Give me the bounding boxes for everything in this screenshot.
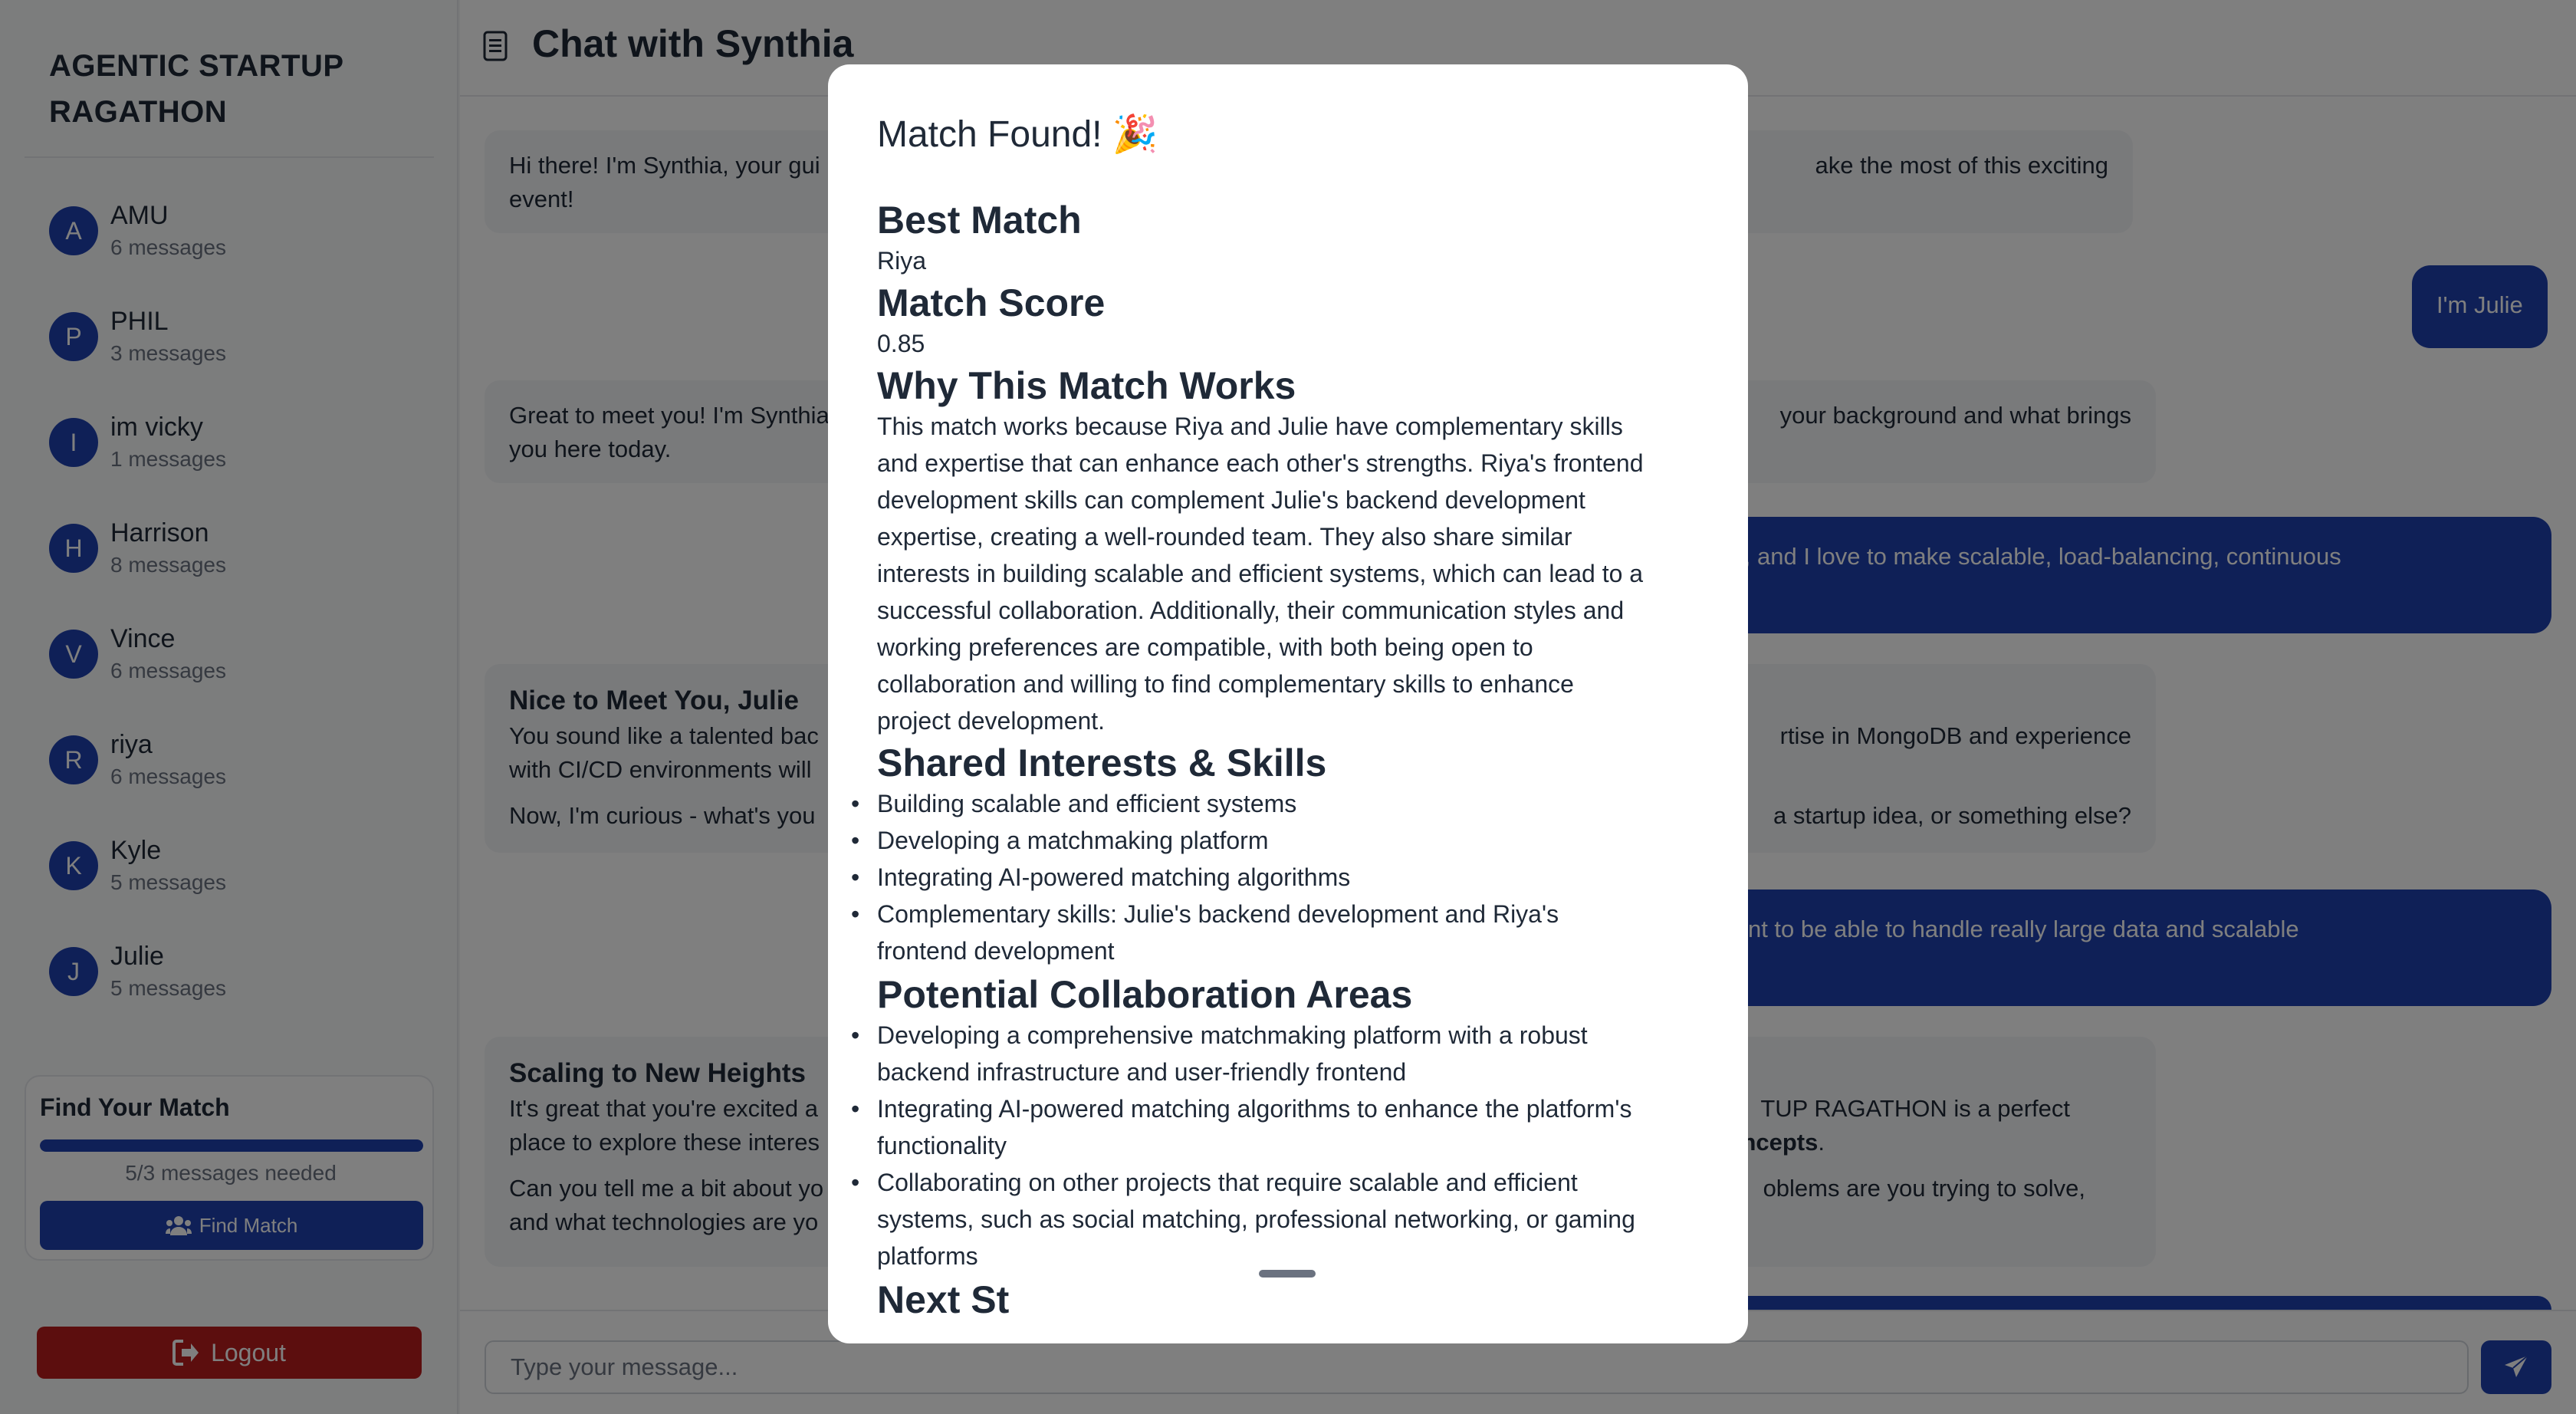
match-score-value: 0.85 xyxy=(877,330,925,357)
why-heading: Why This Match Works xyxy=(877,364,1296,407)
best-match-value: Riya xyxy=(877,247,927,275)
modal-scrollbar[interactable] xyxy=(1259,1270,1316,1278)
list-item: • Developing a matchmaking platform xyxy=(877,822,1644,859)
best-match-heading: Best Match xyxy=(877,199,1082,242)
next-steps-heading: Next St xyxy=(877,1278,1010,1321)
list-item: • Building scalable and efficient systems xyxy=(877,785,1644,822)
shared-list xyxy=(877,785,1644,969)
list-item: • Collaborating on other projects that require scalable and efficient systems, such as social matching, professional networking, or gaming platforms xyxy=(877,1164,1644,1274)
collab-list xyxy=(877,1017,1644,1274)
match-modal xyxy=(828,64,1748,1343)
shared-heading: Shared Interests & Skills xyxy=(877,742,1327,784)
list-item: • Integrating AI-powered matching algorithms xyxy=(877,859,1644,896)
modal-title: Match Found! 🎉 xyxy=(877,114,1158,155)
collab-heading: Potential Collaboration Areas xyxy=(877,973,1413,1016)
why-text: This match works because Riya and Julie have complementary skills and expertise that can enhance each other's strengths. Riya's frontend development skills can complement Julie's backend development expertise, creating a well-rounded team. They also share similar interests in building scalable and efficient systems, which can lead to a successful collaboration. Additionally, their communication styles and working preferences are compatible, with both being open to collaboration and willing to find complementary skills to enhance project development. xyxy=(877,413,1644,735)
match-modal-content xyxy=(877,113,1690,1322)
list-item: • Integrating AI-powered matching algorithms to enhance the platform's functionality xyxy=(877,1090,1644,1164)
list-item: • Complementary skills: Julie's backend development and Riya's frontend development xyxy=(877,896,1644,969)
match-score-heading: Match Score xyxy=(877,281,1106,324)
list-item: • Developing a comprehensive matchmaking platform with a robust backend infrastructure and user-friendly frontend xyxy=(877,1017,1644,1090)
